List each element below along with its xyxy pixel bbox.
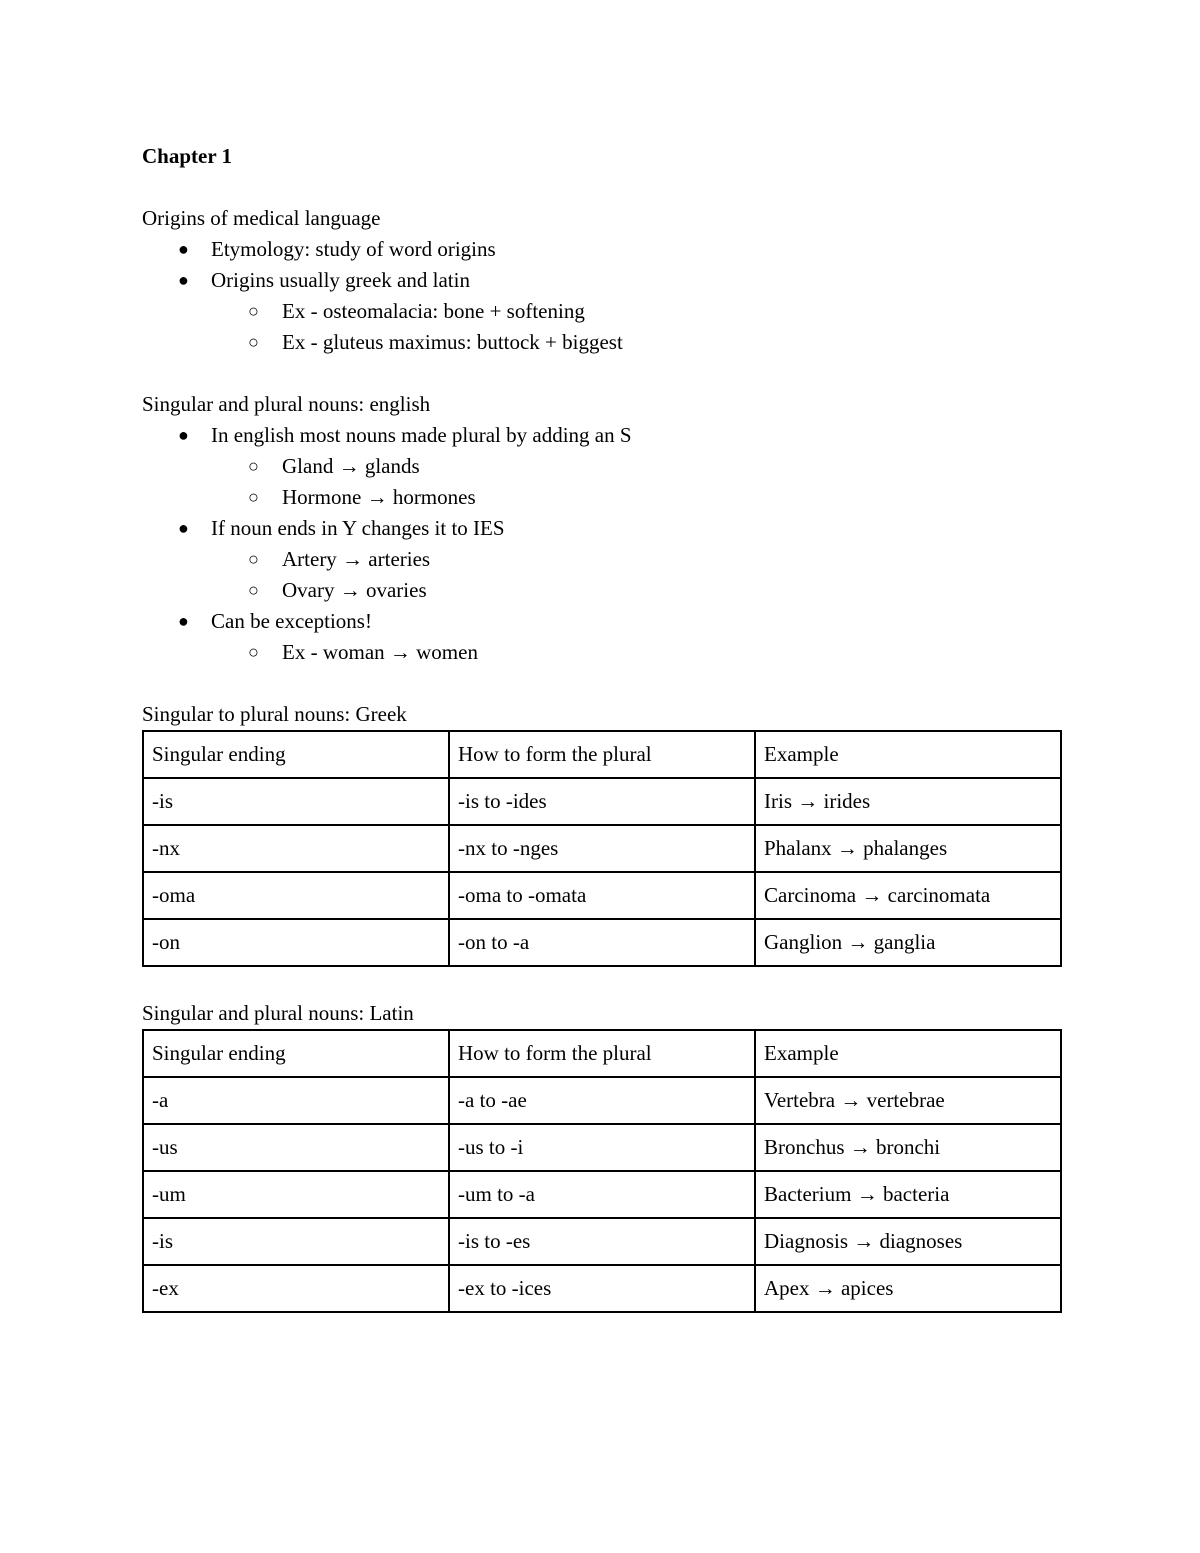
table-cell: -is to -ides: [449, 778, 755, 825]
bullet-circle-icon: ○: [248, 580, 259, 600]
bullet-dot-icon: ●: [178, 239, 189, 259]
table-cell: -a: [143, 1077, 449, 1124]
bullet-dot-icon: ●: [178, 518, 189, 538]
list-item: [142, 265, 1062, 296]
table-cell: -on: [143, 919, 449, 966]
sub-list-item-text: Ex - gluteus maximus: buttock + biggest: [282, 330, 623, 354]
table-header-cell: How to form the plural: [449, 1030, 755, 1077]
table-cell: Diagnosis → diagnoses: [755, 1218, 1061, 1265]
english-plural-list: [142, 420, 1062, 668]
table-header-cell: Example: [755, 731, 1061, 778]
section-heading-latin: Singular and plural nouns: Latin: [142, 1001, 414, 1025]
table-cell: Bronchus → bronchi: [755, 1124, 1061, 1171]
list-item-text: Origins usually greek and latin: [211, 268, 470, 292]
section-heading-origins: Origins of medical language: [142, 206, 381, 230]
bullet-circle-icon: ○: [248, 642, 259, 662]
table-cell: Vertebra → vertebrae: [755, 1077, 1061, 1124]
bullet-dot-icon: ●: [178, 425, 189, 445]
table-row: [143, 872, 1061, 919]
chapter-title: Chapter 1: [142, 144, 233, 168]
sub-list-item: [142, 327, 1062, 358]
table-cell: -um to -a: [449, 1171, 755, 1218]
bullet-circle-icon: ○: [248, 487, 259, 507]
table-cell: -us to -i: [449, 1124, 755, 1171]
sub-list-item: [142, 544, 1062, 575]
table-row: [143, 778, 1061, 825]
table-cell: -ex to -ices: [449, 1265, 755, 1312]
table-cell: -oma: [143, 872, 449, 919]
table-cell: -is: [143, 1218, 449, 1265]
table-row: [143, 919, 1061, 966]
table-row: [143, 1171, 1061, 1218]
table-cell: -a to -ae: [449, 1077, 755, 1124]
sub-list-item-text: Hormone → hormones: [282, 485, 476, 509]
table-row: [143, 1265, 1061, 1312]
bullet-circle-icon: ○: [248, 301, 259, 321]
sub-list-item-text: Ovary → ovaries: [282, 578, 427, 602]
table-cell: -oma to -omata: [449, 872, 755, 919]
list-item-text: If noun ends in Y changes it to IES: [211, 516, 505, 540]
latin-plural-table: [142, 1029, 1062, 1313]
table-cell: -on to -a: [449, 919, 755, 966]
section-heading-english: Singular and plural nouns: english: [142, 392, 431, 416]
sub-list-item: [142, 451, 1062, 482]
bullet-dot-icon: ●: [178, 611, 189, 631]
list-item: [142, 420, 1062, 451]
table-row: [143, 1077, 1061, 1124]
sub-list-item: [142, 482, 1062, 513]
sub-list-item-text: Ex - osteomalacia: bone + softening: [282, 299, 585, 323]
sub-list-item: [142, 296, 1062, 327]
table-cell: -is to -es: [449, 1218, 755, 1265]
sub-list-item-text: Artery → arteries: [282, 547, 431, 571]
bullet-circle-icon: ○: [248, 456, 259, 476]
list-item-text: Can be exceptions!: [211, 609, 372, 633]
table-header-cell: How to form the plural: [449, 731, 755, 778]
table-header-row: [143, 731, 1061, 778]
sub-list-item: [142, 575, 1062, 606]
table-cell: Iris → irides: [755, 778, 1061, 825]
table-header-cell: Singular ending: [143, 1030, 449, 1077]
table-cell: Ganglion → ganglia: [755, 919, 1061, 966]
origins-list: [142, 234, 1062, 358]
table-cell: -is: [143, 778, 449, 825]
table-cell: -ex: [143, 1265, 449, 1312]
table-row: [143, 825, 1061, 872]
sub-list-item: [142, 637, 1062, 668]
greek-plural-table: [142, 730, 1062, 967]
table-cell: Carcinoma → carcinomata: [755, 872, 1061, 919]
table-header-row: [143, 1030, 1061, 1077]
list-item-text: Etymology: study of word origins: [211, 237, 496, 261]
section-heading-greek: Singular to plural nouns: Greek: [142, 702, 407, 726]
list-item-text: In english most nouns made plural by adding an S: [211, 423, 632, 447]
bullet-dot-icon: ●: [178, 270, 189, 290]
bullet-circle-icon: ○: [248, 549, 259, 569]
sub-list-item-text: Ex - woman → women: [282, 640, 478, 664]
table-row: [143, 1124, 1061, 1171]
sub-list-item-text: Gland → glands: [282, 454, 420, 478]
table-row: [143, 1218, 1061, 1265]
bullet-circle-icon: ○: [248, 332, 259, 352]
table-header-cell: Example: [755, 1030, 1061, 1077]
table-header-cell: Singular ending: [143, 731, 449, 778]
table-cell: -us: [143, 1124, 449, 1171]
table-cell: Apex → apices: [755, 1265, 1061, 1312]
document-content: [142, 141, 1062, 1313]
table-cell: -nx to -nges: [449, 825, 755, 872]
table-cell: Bacterium → bacteria: [755, 1171, 1061, 1218]
list-item: [142, 513, 1062, 544]
table-cell: Phalanx → phalanges: [755, 825, 1061, 872]
table-cell: -um: [143, 1171, 449, 1218]
list-item: [142, 234, 1062, 265]
table-cell: -nx: [143, 825, 449, 872]
list-item: [142, 606, 1062, 637]
